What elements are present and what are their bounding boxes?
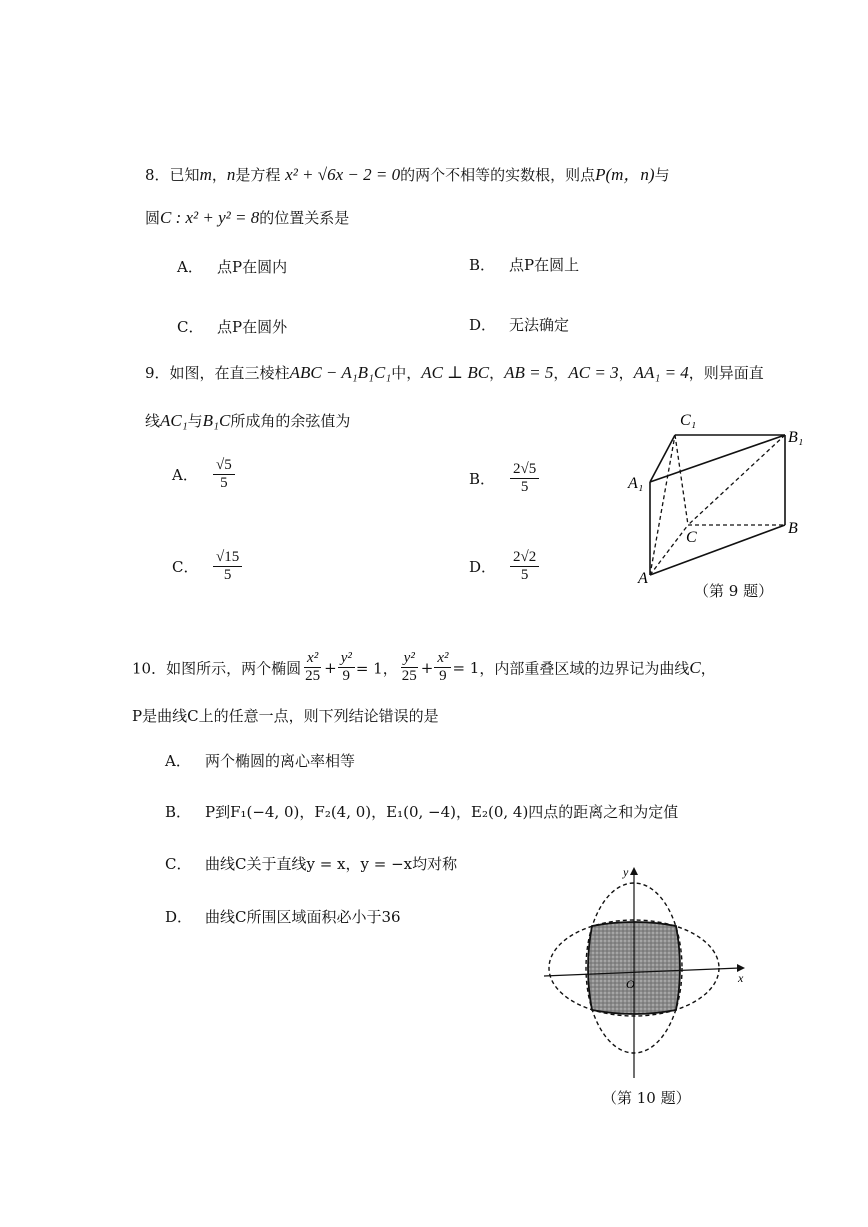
q8-line2-text-1: 圆	[145, 209, 161, 227]
q9-stem-line1: 9．如图，在直三棱柱ABC − A₁B₁C₁中，AC ⊥ BC，AB = 5，AC = 3，AA₁ = 4，则异面直	[145, 363, 764, 382]
option-label: B．	[165, 803, 192, 821]
q9-text-1: 如图，在直三棱柱	[169, 364, 290, 382]
option-label: A．	[165, 752, 191, 770]
option-fraction	[510, 549, 539, 585]
q10-text-3: ，	[700, 659, 716, 678]
frac-numerator: y²	[401, 650, 418, 668]
x-axis-label: x	[738, 971, 744, 985]
ellipse1-frac-y	[338, 650, 355, 686]
q8-text-3: 的两个不相等的实数根，则点	[400, 166, 596, 184]
q10-stem-line2: P是曲线C上的任意一点，则下列结论错误的是	[132, 707, 439, 725]
option-fraction	[213, 457, 235, 493]
plus-sign: +	[324, 658, 337, 677]
option-label: B．	[469, 256, 496, 274]
q10-option-a[interactable]	[165, 750, 355, 771]
q9-option-a[interactable]	[172, 457, 236, 493]
fraction-numerator: √15	[213, 549, 242, 567]
option-text: 两个椭圆的离心率相等	[205, 752, 356, 770]
option-label: C．	[172, 558, 199, 577]
option-text: 曲线C关于直线y = x，y = −x均对称	[205, 855, 458, 873]
plus-sign: +	[420, 658, 434, 677]
label-b: B	[788, 520, 798, 537]
ellipse2-frac-x	[434, 650, 451, 686]
q8-circle-eq: C : x² + y² = 8	[160, 208, 260, 227]
q8-stem-line2	[145, 207, 349, 228]
frac-denominator: 9	[439, 668, 447, 685]
q8-option-d[interactable]	[469, 314, 569, 335]
frac-numerator: x²	[434, 650, 451, 668]
option-label: B．	[469, 470, 496, 489]
edge-a1-b1	[650, 435, 785, 482]
fraction-numerator: 2√2	[510, 549, 539, 567]
fraction-denominator: 5	[220, 475, 228, 492]
q10-text-2: ，内部重叠区域的边界记为曲线	[479, 659, 690, 678]
q9-line2-text-3: 所成角的余弦值为	[230, 412, 351, 430]
q8-equation: x² + √6x − 2 = 0	[285, 165, 401, 184]
fraction-numerator: 2√5	[510, 461, 539, 479]
frac-denominator: 9	[342, 668, 351, 685]
option-label: A．	[172, 466, 198, 485]
option-label: C．	[177, 318, 204, 336]
q9-text-3: ，则异面直	[688, 364, 764, 382]
segment-b1-c	[688, 435, 785, 525]
equals-one: = 1，	[355, 659, 398, 678]
fraction-denominator: 5	[520, 567, 529, 584]
option-text: 点P在圆外	[217, 318, 288, 336]
q8-point: P(m，n)	[595, 165, 655, 184]
q10-option-d[interactable]	[165, 906, 401, 927]
option-text: 点P在圆内	[217, 258, 288, 276]
q8-line2-text-2: 的位置关系是	[259, 209, 350, 227]
q9-option-c[interactable]	[172, 549, 243, 585]
q9-option-d[interactable]	[469, 549, 540, 585]
q8-text-1: 已知	[169, 166, 200, 184]
option-text: 点P在圆上	[509, 256, 580, 274]
fraction-denominator: 5	[223, 567, 232, 584]
q10-option-c[interactable]	[165, 853, 457, 874]
q9-text-2: 中，	[391, 364, 422, 382]
q10-curve-c: C	[689, 657, 701, 677]
q10-number: 10．	[132, 659, 167, 678]
q8-sep: ，	[211, 166, 227, 184]
q8-option-a[interactable]	[177, 256, 287, 277]
q9-cond-4: AA₁ = 4	[633, 363, 689, 382]
q9-prism-figure	[620, 400, 820, 605]
q9-stem-line2	[145, 410, 350, 431]
equals-one: = 1	[452, 658, 480, 677]
q10-option-b[interactable]	[165, 801, 678, 822]
option-label: C．	[165, 855, 192, 873]
q8-stem-line1	[145, 160, 670, 185]
option-text: P到F₁(−4, 0)，F₂(4, 0)，E₁(0, −4)，E₂(0, 4)四点的距离之和为定值	[205, 803, 679, 821]
label-c: C	[686, 529, 697, 546]
option-fraction	[510, 461, 539, 497]
edge-c1-c-hidden	[675, 435, 688, 525]
q10-stem-line1	[132, 650, 716, 686]
segment-a-c1	[650, 435, 675, 575]
edge-a-b	[650, 525, 785, 575]
q8-text-4: 与	[654, 166, 670, 184]
option-label: D．	[469, 558, 497, 577]
q9-number: 9．	[145, 364, 170, 382]
q9-line-1: AC₁	[160, 411, 188, 430]
q9-option-b[interactable]	[469, 461, 540, 497]
q10-text-1: 如图所示，两个椭圆	[166, 659, 302, 678]
q9-line2-text-1: 线	[145, 412, 161, 430]
ellipse1-frac-x	[302, 650, 323, 686]
option-label: D．	[469, 316, 497, 334]
q9-figure-caption: （第 9 题）	[694, 582, 774, 600]
q9-line-2: B₁C	[202, 411, 231, 430]
q8-var-n: n	[226, 165, 236, 184]
frac-denominator: 25	[401, 668, 417, 685]
ellipse2-frac-y	[399, 650, 420, 686]
frac-denominator: 25	[305, 668, 321, 685]
y-axis-label: y	[623, 865, 629, 879]
q9-cond-2: AB = 5	[504, 363, 554, 382]
q9-cond-1: AC ⊥ BC	[421, 363, 490, 382]
q8-option-b[interactable]	[469, 254, 579, 275]
q8-number: 8．	[145, 166, 170, 184]
q9-prism: ABC − A₁B₁C₁	[289, 363, 392, 382]
option-fraction	[213, 549, 242, 585]
q9-cond-3: AC = 3	[568, 363, 619, 382]
option-text: 曲线C所围区域面积必小于36	[205, 908, 401, 926]
q8-var-m: m	[199, 165, 212, 184]
option-text: 无法确定	[509, 316, 570, 334]
label-c1: C₁	[680, 412, 697, 429]
option-label: A．	[177, 258, 203, 276]
label-a1: A₁	[628, 475, 644, 492]
q9-line2-text-2: 与	[187, 412, 203, 430]
label-a: A	[638, 570, 648, 587]
option-label: D．	[165, 908, 193, 926]
label-b1: B₁	[788, 429, 804, 446]
origin-label: O	[626, 977, 635, 991]
q8-text-2: 是方程	[235, 166, 281, 184]
fraction-denominator: 5	[520, 479, 529, 496]
q8-option-c[interactable]	[177, 316, 287, 337]
y-axis-arrow	[630, 867, 638, 875]
frac-numerator: y²	[338, 650, 355, 668]
fraction-numerator: √5	[213, 457, 235, 475]
frac-numerator: x²	[304, 650, 321, 668]
q10-figure-caption: （第 10 题）	[602, 1089, 691, 1107]
q10-ellipses-figure	[540, 860, 755, 1080]
